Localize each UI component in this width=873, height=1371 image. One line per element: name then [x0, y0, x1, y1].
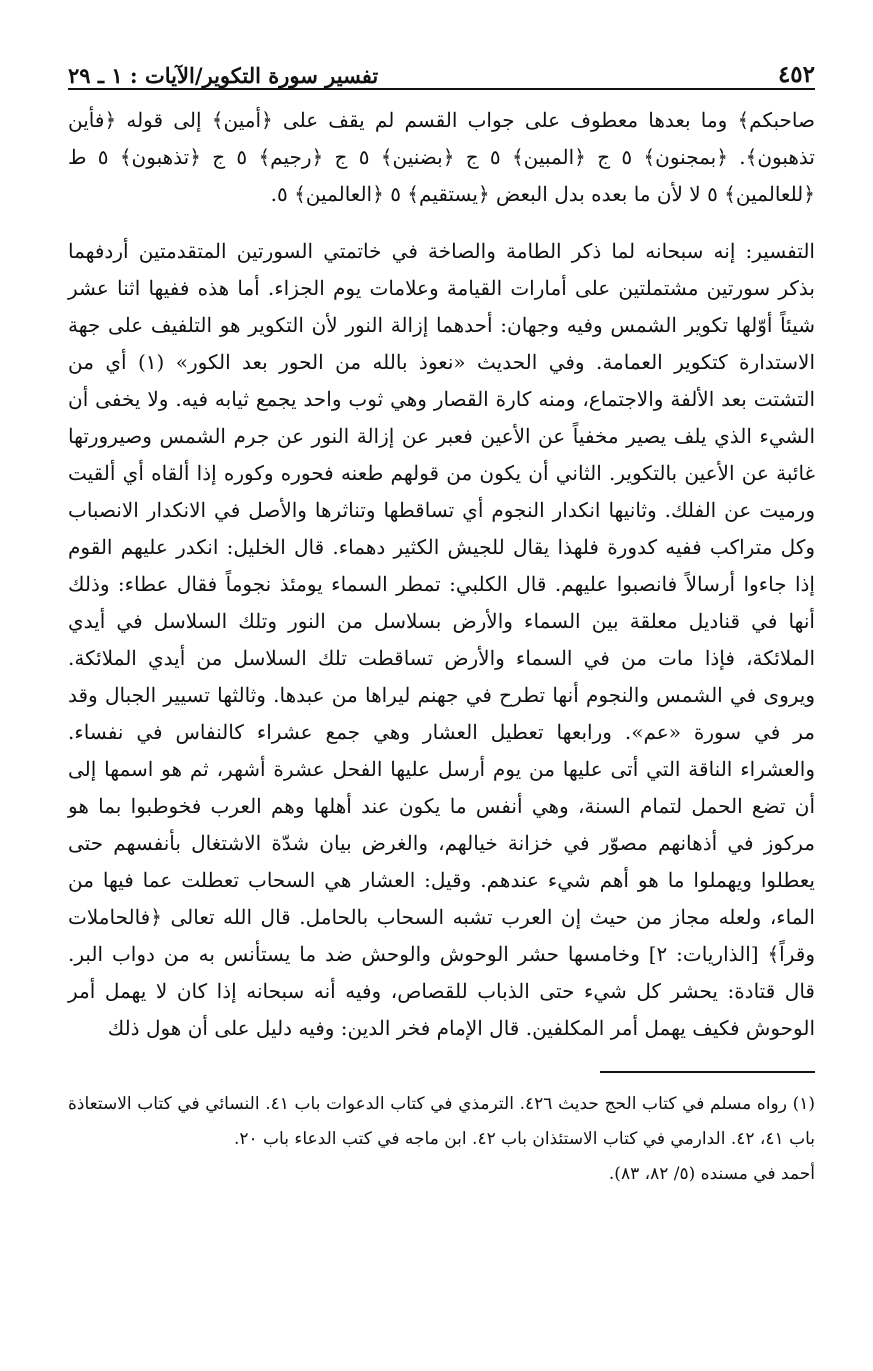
paragraph-tafsir: التفسير: إنه سبحانه لما ذكر الطامة والصاخة في خاتمتي السورتين المتقدمتين أردفهما بذكر سورتين مشتملتين على أمارات القيامة وعلامات يوم الجزاء. أما هذه ففيها اثنا عشر شيئاً أوّلها تكوير الشمس وفيه وجهان: أحدهما إزالة النور لأن التكوير هو التلفيف على جهة الاستدارة كتكوير العمامة. وفي الحديث «نعوذ بالله من الحور بعد الكور» (١) أي من التشتت بعد الألفة والاجتماع، ومنه كارة القصار وهي ثوب واحد يجمع ثيابه فيه. ولا يخفى أن الشيء الذي يلف يصير مخفياً عن الأعين فعبر عن إزالة النور عن جرم الشمس وصيرورتها غائبة عن الأعين بالتكوير. الثاني أن يكون من قولهم طعنه فحوره وكوره إذا ألقاه أي ألقيت ورميت عن الفلك. وثانيها انكدار النجوم أي تساقطها وتناثرها والأصل في الانكدار الانصباب وكل متراكب ففيه كدورة فلهذا يقال للجيش الكثير دهماء. قال الخليل: انكدر عليهم القوم إذا جاءوا أرسالاً فانصبوا عليهم. قال الكلبي: تمطر السماء يومئذ نجوماً فقال عطاء: وذلك أنها في قناديل معلقة بين السماء والأرض بسلاسل من النور وتلك السلاسل في أيدي الملائكة، فإذا مات من في السماء والأرض تساقطت تلك السلاسل من أيدي الملائكة. ويروى في الشمس والنجوم أنها تطرح في جهنم ليراها من عبدها. وثالثها تسيير الجبال وقد مر في سورة «عم». ورابعها تعطيل العشار وهي جمع عشراء كالنفاس في نفساء. والعشراء الناقة التي أتى عليها من يوم أرسل عليها الفحل عشرة أشهر، ثم هو اسمها إلى أن تضع الحمل لتمام السنة، وهي أنفس ما يكون عند أهلها وهم العرب فخوطبوا بما هو مركوز في أذهانهم مصوّر في خزانة خيالهم، والغرض بيان شدّة الاشتغال بأنفسهم حتى يعطلوا ويهملوا ما هو أهم شيء عندهم. وقيل: العشار هي السحاب تعطلت عما فيها من الماء، ولعله مجاز من حيث إن العرب تشبه السحاب بالحامل. قال الله تعالى ﴿فالحاملات وقراً﴾ [الذاريات: ٢] وخامسها حشر الوحوش والوحش ضد ما يستأنس به من دواب البر. قال قتادة: يحشر كل شيء حتى الذباب للقصاص، وفيه أنه سبحانه إذا كان لا يهمل أمر الوحوش فكيف يهمل أمر المكلفين. قال الإمام فخر الدين: وفيه دليل على أن هول ذلك: [68, 239, 816, 1040]
footnote-1: (١) رواه مسلم في كتاب الحج حديث ٤٢٦. الترمذي في كتاب الدعوات باب ٤١. النسائي في كتاب الاستعاذة باب ٤١، ٤٢. الدارمي في كتاب الاستئذان باب ٤٢. ابن ماجه في كتب الدعاء باب ٢٠.: [68, 1094, 816, 1149]
footnote-separator-wrap: [68, 1047, 815, 1087]
paragraph-verse-pauses: صاحبكم﴾ وما بعدها معطوف على جواب القسم لم يقف على ﴿أمين﴾ إلى قوله ﴿فأين تذهبون﴾. ﴿بمجنون﴾ ٥ ج ﴿المبين﴾ ٥ ج ﴿بضنين﴾ ٥ ج ﴿رجيم﴾ ٥ ج ﴿تذهبون﴾ ٥ ط ﴿للعالمين﴾ ٥ لا لأن ما بعده بدل البعض ﴿يستقيم﴾ ٥ ﴿العالمين﴾ ٥.: [68, 108, 815, 206]
main-text: [68, 102, 815, 1047]
footnote-1-continued: أحمد في مسنده (٥/ ٨٢، ٨٣).: [608, 1164, 815, 1184]
page-number: ٤٥٢: [777, 61, 815, 88]
footnotes: [68, 1087, 815, 1192]
page-header: [68, 52, 815, 90]
footnote-separator: [600, 1071, 815, 1073]
running-title: تفسير سورة التكوير/الآيات : ١ ـ ٢٩: [68, 63, 379, 88]
